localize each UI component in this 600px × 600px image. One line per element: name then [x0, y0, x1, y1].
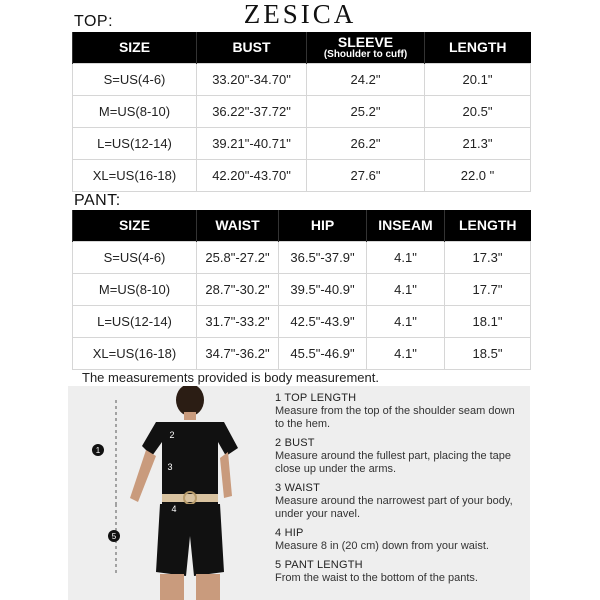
top-size-table: [72, 32, 531, 192]
marker-5-label: 5: [111, 532, 117, 541]
instruction-title: 4 HIP: [275, 527, 304, 539]
measurement-instructions: [275, 392, 525, 591]
pant-header-length: LENGTH: [445, 210, 531, 241]
length-cell: 18.1": [445, 305, 531, 337]
instruction-desc: Measure around the narrowest part of your body, under your navel.: [275, 495, 513, 520]
top-header-sleeve: SLEEVE (Shoulder to cuff): [307, 32, 425, 63]
length-cell: 18.5": [445, 337, 531, 369]
pant-header-inseam: INSEAM: [367, 210, 445, 241]
table-row: [73, 241, 531, 273]
bust-cell: 33.20"-34.70": [197, 63, 307, 95]
inseam-cell: 4.1": [367, 241, 445, 273]
instruction-desc: Measure around the fullest part, placing the tape close up under the arms.: [275, 450, 512, 475]
top-header-size: SIZE: [73, 32, 197, 63]
model-neck: [184, 412, 196, 420]
top-header-length: LENGTH: [425, 32, 531, 63]
sleeve-cell: 24.2": [307, 63, 425, 95]
instruction-item: [275, 437, 525, 476]
inseam-cell: 4.1": [367, 337, 445, 369]
waist-cell: 31.7"-33.2": [197, 305, 279, 337]
garment-belt: [162, 494, 218, 502]
instruction-item: [275, 527, 525, 553]
model-leg-left: [160, 574, 184, 600]
measurement-note: The measurements provided is body measurement.: [82, 370, 379, 385]
sleeve-cell: 25.2": [307, 95, 425, 127]
hip-cell: 42.5"-43.9": [279, 305, 367, 337]
sleeve-cell: 27.6": [307, 159, 425, 191]
waist-cell: 28.7"-30.2": [197, 273, 279, 305]
inseam-cell: 4.1": [367, 305, 445, 337]
hip-cell: 39.5"-40.9": [279, 273, 367, 305]
bust-cell: 42.20"-43.70": [197, 159, 307, 191]
top-header-row: [73, 32, 531, 63]
table-row: [73, 337, 531, 369]
marker-1-label: 1: [95, 446, 101, 455]
size-cell: M=US(8-10): [73, 95, 197, 127]
model-arm-right: [220, 452, 232, 498]
pant-header-waist: WAIST: [197, 210, 279, 241]
instruction-item: [275, 392, 525, 431]
bust-cell: 36.22"-37.72": [197, 95, 307, 127]
length-cell: 20.5": [425, 95, 531, 127]
waist-cell: 25.8"-27.2": [197, 241, 279, 273]
table-row: [73, 273, 531, 305]
size-cell: XL=US(16-18): [73, 337, 197, 369]
length-cell: 21.3": [425, 127, 531, 159]
marker-2-label: 2: [169, 430, 175, 440]
garment-shorts: [156, 504, 224, 576]
model-leg-right: [196, 574, 220, 600]
pant-header-row: [73, 210, 531, 241]
model-head: [176, 386, 204, 416]
size-cell: L=US(12-14): [73, 127, 197, 159]
pant-header-hip: HIP: [279, 210, 367, 241]
instruction-desc: Measure 8 in (20 cm) down from your waist.: [275, 540, 489, 552]
pant-size-table: [72, 210, 531, 370]
instruction-title: 5 PANT LENGTH: [275, 559, 363, 571]
instruction-item: [275, 482, 525, 521]
bust-cell: 39.21"-40.71": [197, 127, 307, 159]
table-row: [73, 63, 531, 95]
model-illustration: [68, 386, 268, 600]
size-cell: L=US(12-14): [73, 305, 197, 337]
size-cell: XL=US(16-18): [73, 159, 197, 191]
length-cell: 22.0 ": [425, 159, 531, 191]
table-row: [73, 305, 531, 337]
waist-cell: 34.7"-36.2": [197, 337, 279, 369]
marker-4-label: 4: [171, 504, 177, 514]
sleeve-cell: 26.2": [307, 127, 425, 159]
pant-section-label: PANT:: [74, 192, 121, 209]
size-cell: M=US(8-10): [73, 273, 197, 305]
length-cell: 17.3": [445, 241, 531, 273]
length-cell: 20.1": [425, 63, 531, 95]
hip-cell: 36.5"-37.9": [279, 241, 367, 273]
brand-logo: ZESICA: [243, 0, 357, 29]
model-figure: [68, 386, 268, 600]
top-header-sleeve-sub: (Shoulder to cuff): [323, 48, 408, 60]
instruction-title: 3 WAIST: [275, 482, 320, 494]
inseam-cell: 4.1": [367, 273, 445, 305]
table-row: [73, 159, 531, 191]
model-arm-left: [130, 450, 156, 502]
size-cell: S=US(4-6): [73, 241, 197, 273]
instruction-desc: Measure from the top of the shoulder seam down to the hem.: [275, 405, 515, 430]
top-header-bust: BUST: [197, 32, 307, 63]
size-cell: S=US(4-6): [73, 63, 197, 95]
pant-header-size: SIZE: [73, 210, 197, 241]
instruction-desc: From the waist to the bottom of the pants.: [275, 572, 478, 584]
table-row: [73, 95, 531, 127]
length-cell: 17.7": [445, 273, 531, 305]
instruction-title: 1 TOP LENGTH: [275, 392, 357, 404]
table-row: [73, 127, 531, 159]
marker-3-label: 3: [167, 462, 173, 472]
hip-cell: 45.5"-46.9": [279, 337, 367, 369]
instruction-item: [275, 559, 525, 585]
instruction-title: 2 BUST: [275, 437, 315, 449]
top-section-label: TOP:: [74, 13, 114, 30]
